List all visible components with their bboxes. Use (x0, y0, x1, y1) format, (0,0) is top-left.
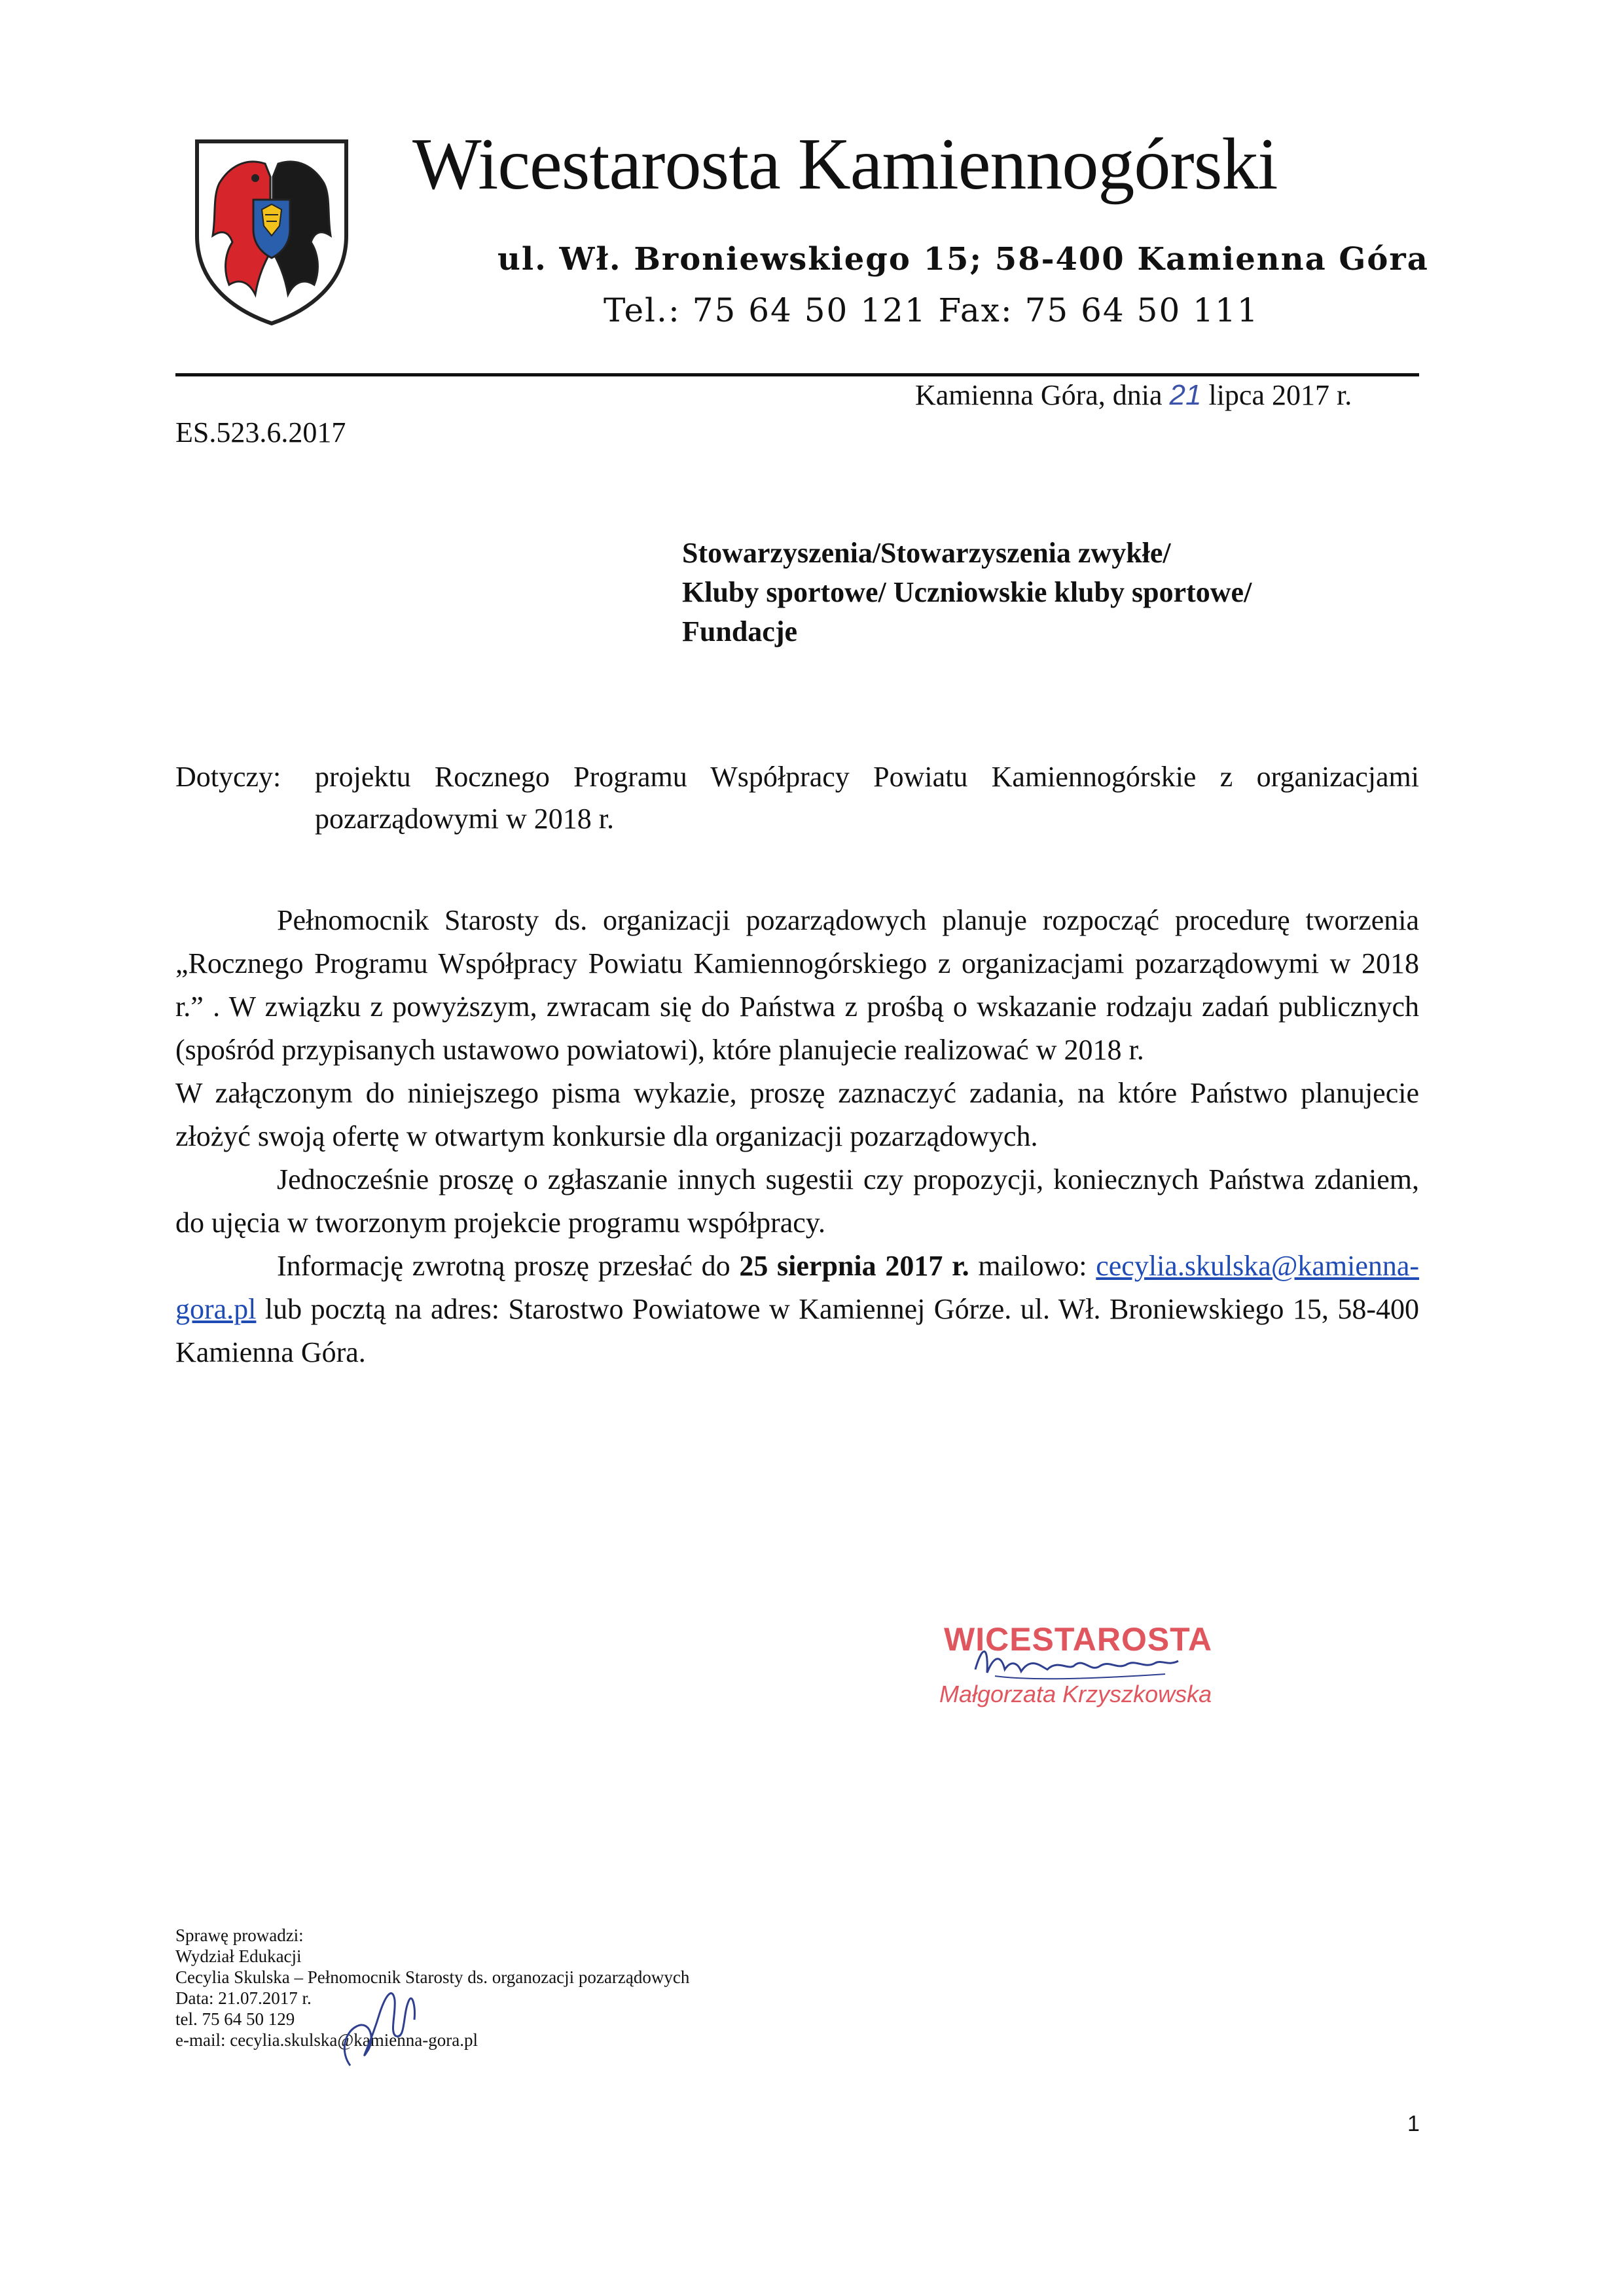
subject-block (175, 756, 1419, 835)
stamp-title: WICESTAROSTA (944, 1621, 1213, 1658)
footer-line: Data: 21.07.2017 r. (175, 1988, 312, 2008)
body-paragraph: Pełnomocnik Starosty ds. organizacji pozarządowych planuje rozpocząć procedurę tworzenia „Rocznego Programu Współpracy Powiatu Kamiennogórskiego z organizacjami pozarządowymi w 2018 r.” . W związku z powyższym, zwracam się do Państwa z prośbą o wskazanie rodzaju zadań publicznych (spośród przypisanych ustawowo powiatowi), które planujecie realizować w 2018 r. (175, 904, 1419, 1066)
header-divider (175, 373, 1419, 376)
letterhead-address: ul. Wł. Broniewskiego 15; 58-400 Kamienna Góra (497, 241, 1429, 278)
reference-number: ES.523.6.2017 (175, 416, 346, 448)
place-prefix: Kamienna Góra, dnia (915, 379, 1163, 411)
handwritten-signature (969, 1633, 1185, 1692)
official-stamp (936, 1620, 1244, 1712)
place-suffix: lipca 2017 r. (1208, 379, 1352, 411)
handler-signature (331, 1974, 435, 2072)
coat-of-arms-logo (193, 137, 350, 327)
reply-deadline: 25 sierpnia 2017 r. (739, 1250, 969, 1282)
letterhead-contact: Tel.: 75 64 50 121 Fax: 75 64 50 111 (604, 291, 1259, 329)
letterhead-title: Wicestarosta Kamiennogórski (412, 124, 1278, 205)
footer-line: Sprawę prowadzi: (175, 1925, 304, 1945)
footer-line: e-mail: cecylia.skulska@kamienna-gora.pl (175, 2030, 478, 2050)
body-paragraph: W załączonym do niniejszego pisma wykazie, proszę zaznaczyć zadania, na które Państwo planujecie złożyć swoją ofertę w otwartym konkursie dla organizacji pozarządowych. (175, 1077, 1419, 1152)
recipient-line: Fundacje (682, 615, 797, 647)
stamp-name: Małgorzata Krzyszkowska (939, 1681, 1212, 1707)
footer-line: Cecylia Skulska – Pełnomocnik Starosty ds. organozacji pozarządowych (175, 1967, 690, 1987)
page-number: 1 (1407, 2111, 1420, 2136)
recipient-line: Kluby sportowe/ Uczniowskie kluby sportowe/ (682, 576, 1252, 608)
place-and-date (915, 378, 1352, 412)
reply-mid: mailowo: (978, 1250, 1087, 1282)
body-paragraph (175, 1245, 1419, 1374)
subject-label: Dotyczy: (175, 761, 281, 793)
recipient-block (682, 534, 1402, 651)
footer-line: Wydział Edukacji (175, 1946, 302, 1966)
recipient-line: Stowarzyszenia/Stowarzyszenia zwykłe/ (682, 537, 1171, 569)
reply-suffix: lub pocztą na adres: Starostwo Powiatowe w Kamiennej Górze. ul. Wł. Broniewskiego 15, 58-400 Kamienna Góra. (175, 1293, 1419, 1368)
reply-prefix: Informację zwrotną proszę przesłać do (277, 1250, 731, 1282)
body-paragraph: Jednocześnie proszę o zgłaszanie innych sugestii czy propozycji, koniecznych Państwa zdaniem, do ujęcia w tworzonym projekcie programu współpracy. (175, 1163, 1419, 1239)
subject-text: projektu Rocznego Programu Współpracy Powiatu Kamiennogórskie z organizacjami pozarządowymi w 2018 r. (315, 761, 1419, 835)
email-link[interactable]: cecylia.skulska@kamienna-gora.pl (175, 1250, 1420, 1325)
letter-body (175, 899, 1419, 1374)
handwritten-day: 21 (1169, 379, 1202, 411)
footer-line: tel. 75 64 50 129 (175, 2009, 295, 2029)
